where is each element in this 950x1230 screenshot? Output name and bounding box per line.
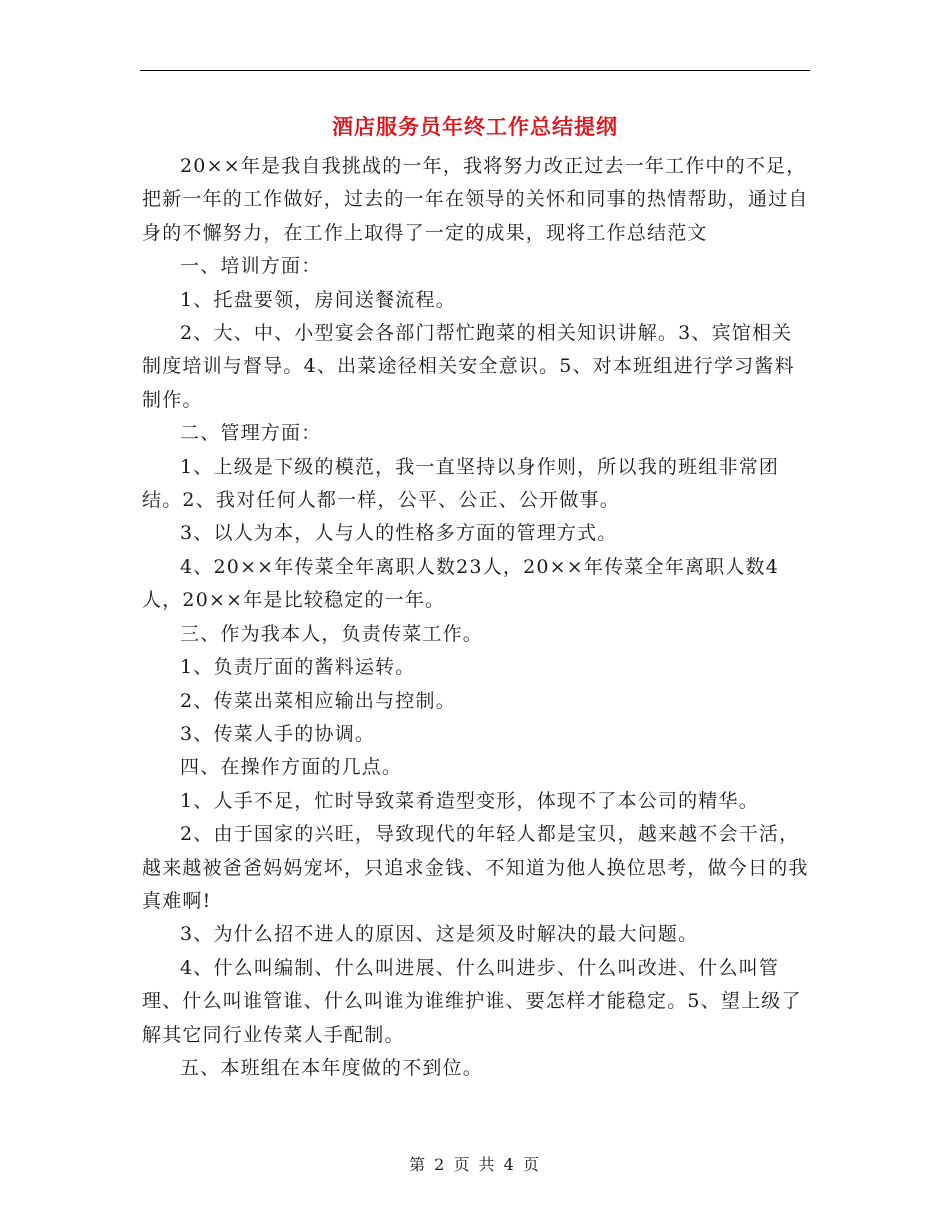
paragraph: 1、负责厅面的酱料运转。 xyxy=(180,656,416,679)
section-heading-personal: 三、作为我本人，负责传菜工作。 xyxy=(180,622,484,645)
paragraph: 4、20××年传菜全年离职人数23人，20××年传菜全年离职人数4人，20××年是比较稳定的一年。 xyxy=(142,555,779,612)
page-footer: 第 2 页 共 4 页 xyxy=(409,1155,541,1174)
section-heading-training: 一、培训方面： xyxy=(180,255,322,278)
paragraph: 1、人手不足，忙时导致菜肴造型变形，体现不了本公司的精华。 xyxy=(180,789,759,812)
section-heading-shortcomings: 五、本班组在本年度做的不到位。 xyxy=(180,1056,484,1079)
document-body xyxy=(142,150,812,1085)
paragraph: 3、传菜人手的协调。 xyxy=(180,722,376,745)
paragraph: 2、大、中、小型宴会各部门帮忙跑菜的相关知识讲解。3、宾馆相关制度培训与督导。4、出菜途径相关安全意识。5、对本班组进行学习酱料制作。 xyxy=(142,322,795,411)
header-rule xyxy=(140,70,810,71)
paragraph: 4、什么叫编制、什么叫进展、什么叫进步、什么叫改进、什么叫管理、什么叫谁管谁、什么叫谁为谁维护谁、要怎样才能稳定。5、望上级了解其它同行业传菜人手配制。 xyxy=(142,956,802,1046)
paragraph: 3、以人为本，人与人的性格多方面的管理方式。 xyxy=(180,522,618,545)
section-heading-management: 二、管理方面： xyxy=(180,422,322,445)
paragraph: 1、托盘要领，房间送餐流程。 xyxy=(180,288,456,311)
paragraph: 2、由于国家的兴旺，导致现代的年轻人都是宝贝，越来越不会干活，越来越被爸爸妈妈宠坏，只追求金钱、不知道为他人换位思考，做今日的我真难啊! xyxy=(142,823,809,912)
paragraph: 2、传菜出菜相应输出与控制。 xyxy=(180,689,456,712)
document-title: 酒店服务员年终工作总结提纲 xyxy=(332,114,618,139)
paragraph-intro: 20××年是我自我挑战的一年，我将努力改正过去一年工作中的不足，把新一年的工作做好，过去的一年在领导的关怀和同事的热情帮助，通过自身的不懈努力，在工作上取得了一定的成果，现将工作总结范文 xyxy=(142,155,809,244)
section-heading-operations: 四、在操作方面的几点。 xyxy=(180,756,403,779)
paragraph: 1、上级是下级的模范，我一直坚持以身作则，所以我的班组非常团结。2、我对任何人都一样，公平、公正、公开做事。 xyxy=(142,455,780,512)
paragraph: 3、为什么招不进人的原因、这是须及时解决的最大问题。 xyxy=(180,923,699,946)
